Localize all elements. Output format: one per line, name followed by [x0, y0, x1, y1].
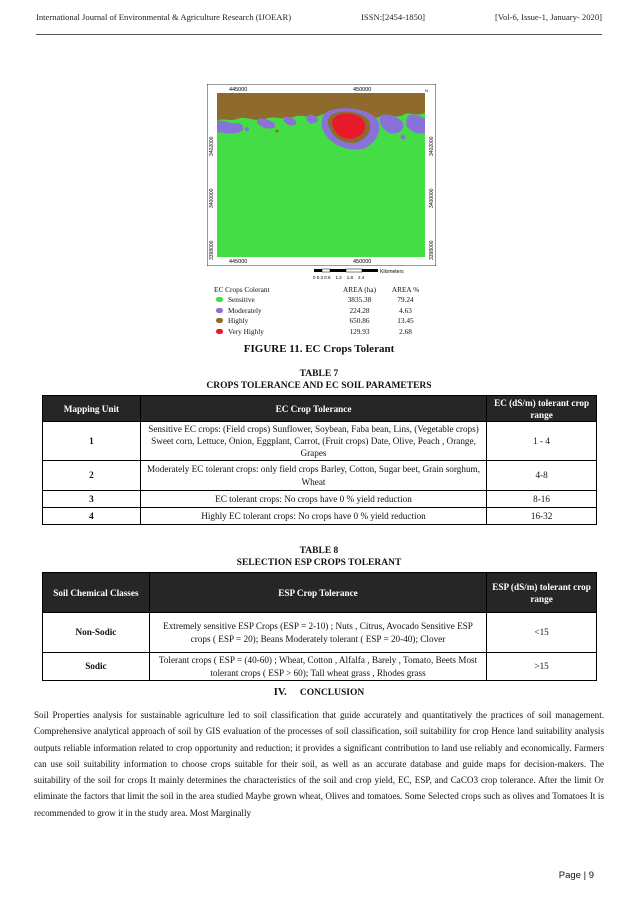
table7-col-unit: Mapping Unit	[43, 396, 141, 422]
table7-header-row	[43, 396, 597, 422]
table7-range: 8-16	[487, 491, 597, 508]
legend-pct: 13.45	[397, 316, 414, 326]
legend-header	[214, 284, 424, 295]
legend-swatch-highly	[216, 318, 223, 323]
table8-label: TABLE 8	[299, 546, 339, 556]
table8-col-tolerance: ESP Crop Tolerance	[149, 573, 486, 613]
scale-bar	[312, 268, 422, 282]
table7	[42, 395, 597, 525]
legend-pct: 4.63	[399, 305, 412, 315]
table-row	[43, 422, 597, 461]
table8-desc: Extremely sensitive ESP Crops (ESP = 2-10) ; Nuts , Citrus, Avocado Sensitive ESP crops ( ESP = 20); Beans Moderately tolerant ( ESP = 20-40); Clover	[149, 613, 486, 653]
table7-unit: 2	[43, 461, 141, 491]
table7-range: 4-8	[487, 461, 597, 491]
table8-class: Sodic	[43, 653, 150, 681]
legend-swatch-moderately	[216, 308, 223, 313]
legend-col2: AREA (ha)	[342, 284, 377, 294]
section-heading	[0, 687, 638, 698]
table8-title: SELECTION ESP CROPS TOLERANT	[236, 558, 402, 568]
table7-label: TABLE 7	[299, 369, 339, 379]
table-row	[43, 491, 597, 508]
legend-pct: 2.68	[399, 326, 412, 336]
table8-class: Non-Sodic	[43, 613, 150, 653]
table-row	[43, 653, 597, 681]
table7-unit: 1	[43, 422, 141, 461]
journal-name: International Journal of Environmental & Agriculture Research (IJOEAR)	[36, 12, 292, 22]
legend-swatch-very-highly	[216, 329, 223, 334]
map-legend	[214, 284, 424, 337]
table7-unit: 3	[43, 491, 141, 508]
legend-label: Sensitive	[228, 295, 255, 305]
table7-col-range: EC (dS/m) tolerant crop range	[487, 396, 597, 422]
y-tick-2-left: 3400000	[209, 188, 215, 208]
table8-desc: Tolerant crops ( ESP = (40-60) ; Wheat, Cotton , Alfalfa , Barely , Tomato, Beets Most tolerant crops ( ESP > 60); Tall wheat grass , Rhodes grass	[149, 653, 486, 681]
table7-col-tolerance: EC Crop Tolerance	[140, 396, 486, 422]
legend-area: 650.86	[349, 316, 370, 326]
x-tick-top-right: 450000	[353, 87, 372, 93]
table7-desc: Sensitive EC crops: (Field crops) Sunflower, Soybean, Faba bean, Lins, (Vegetable crops) Sweet corn, Lettuce, Onion, Eggplant, Carrot, (Fruit crops) Date, Olive, Peach , Orange, Grapes	[140, 422, 486, 461]
table7-desc: Moderately EC tolerant crops: only field crops Barley, Cotton, Sugar beet, Grain sorghum, Wheat	[140, 461, 486, 491]
scale-unit: Kilometers	[380, 269, 404, 275]
x-tick-bottom-left: 445000	[229, 259, 248, 265]
table8-header-row	[43, 573, 597, 613]
legend-label: Very Highly	[228, 326, 264, 336]
x-tick-top-left: 445000	[229, 87, 248, 93]
volume-info: [Vol-6, Issue-1, January- 2020]	[494, 12, 602, 22]
y-tick-3-left: 3398000	[209, 240, 215, 260]
table7-unit: 4	[43, 508, 141, 525]
table-row	[43, 508, 597, 525]
legend-col3: AREA %	[391, 284, 420, 294]
legend-area: 3835.38	[347, 295, 372, 305]
table8-col-class: Soil Chemical Classes	[43, 573, 150, 613]
legend-area: 129.93	[349, 326, 370, 336]
legend-row	[214, 295, 424, 306]
table7-desc: EC tolerant crops: No crops have 0 % yield reduction	[140, 491, 486, 508]
conclusion-paragraph: Soil Properties analysis for sustainable agriculture led to soil classification that guide accurately and quantitatively the practices of soil management. Comprehensive analytical approach of soil by GIS evaluation of the processes of soil classification, soil suitability for crop Hence land suitability analysis outputs reliable information related to crop opportunity and reduction; it provides a significant contribution to land use reliably and economically. Farmers can use soil suitability information to choose crops suitable for their soil, as well as an accurate database and guide maps for decision-makers. The suitability of the soil for crops It mainly determines the characteristics of the soil and crop yield, EC, ESP, and CaCO3 crop tolerance. After the limit Or eliminate the factors that limit the soil in the area studied Maybe grown wheat, Olives and tomatoes. Some Selected crops such as olives and Tomatoes It is recommended to grow it in the study area. Most Marginally	[34, 710, 604, 818]
x-tick-bottom-right: 450000	[353, 259, 372, 265]
table8	[42, 572, 597, 681]
table8-caption	[0, 545, 638, 569]
legend-label: Moderately	[228, 305, 262, 315]
running-header	[36, 10, 602, 35]
table7-range: 16-32	[487, 508, 597, 525]
north-arrow: N	[425, 88, 428, 93]
figure-caption: FIGURE 11. EC Crops Tolerant	[243, 343, 395, 355]
legend-col1: EC Crops Colerant	[214, 284, 270, 294]
issn: ISSN:[2454-1850]	[361, 12, 426, 22]
page-number: Page | 9	[558, 870, 594, 881]
table-row	[43, 613, 597, 653]
y-tick-1-left: 3402000	[209, 136, 215, 156]
table8-range: >15	[487, 653, 597, 681]
y-tick-1-right: 3402000	[429, 136, 435, 156]
legend-swatch-sensitive	[216, 297, 223, 302]
legend-row	[214, 305, 424, 316]
map-area	[217, 93, 425, 257]
y-tick-3-right: 3398000	[429, 240, 435, 260]
table-row	[43, 461, 597, 491]
section-title: CONCLUSION	[299, 688, 365, 698]
table7-title: CROPS TOLERANCE AND EC SOIL PARAMETERS	[206, 381, 432, 391]
table7-range: 1 - 4	[487, 422, 597, 461]
legend-label: Highly	[228, 316, 249, 326]
legend-row	[214, 316, 424, 327]
y-tick-2-right: 3400000	[429, 188, 435, 208]
ec-crop-tolerance-map	[207, 84, 436, 266]
table7-caption	[0, 368, 638, 392]
legend-pct: 79.24	[397, 295, 414, 305]
section-number: IV.	[273, 687, 287, 698]
legend-row	[214, 326, 424, 337]
legend-area: 224.28	[349, 305, 370, 315]
table8-range: <15	[487, 613, 597, 653]
scale-ticks: 0 0.3 0.6 1.2 1.8 2.4	[313, 275, 365, 280]
table7-desc: Highly EC tolerant crops: No crops have 0 % yield reduction	[140, 508, 486, 525]
table8-col-range: ESP (dS/m) tolerant crop range	[487, 573, 597, 613]
